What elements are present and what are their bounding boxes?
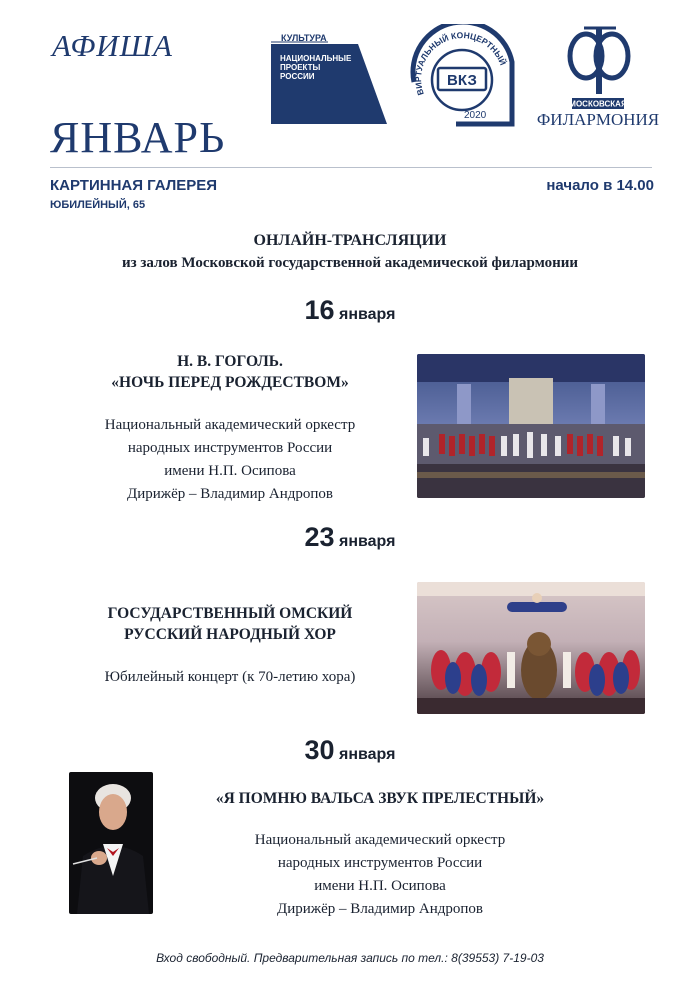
event-3-title <box>160 788 600 809</box>
np-line-3: РОССИИ <box>280 72 315 81</box>
event-1-title-line: Н. В. ГОГОЛЬ. <box>177 353 283 370</box>
event-2-title <box>60 603 400 645</box>
event-3-title-line: «Я ПОМНЮ ВАЛЬСА ЗВУК ПРЕЛЕСТНЫЙ» <box>215 790 545 807</box>
event-3-desc-line: Дирижёр – Владимир Андропов <box>277 901 483 917</box>
event-2-title-line: ГОСУДАРСТВЕННЫЙ ОМСКИЙ <box>107 605 353 622</box>
event-1-description <box>60 414 400 506</box>
event-3-date <box>0 735 700 766</box>
np-top-label: КУЛЬТУРА <box>281 33 327 43</box>
event-2-date <box>0 522 700 553</box>
event-1-desc-line: народных инструментов России <box>127 440 333 456</box>
event-3-conductor-photo <box>69 772 153 914</box>
national-projects-logo <box>268 28 390 126</box>
event-1-title <box>60 351 400 393</box>
vkz-year: 2020 <box>464 110 487 121</box>
event-1-desc-line: Дирижёр – Владимир Андропов <box>127 486 333 502</box>
venue-address: ЮБИЛЕЙНЫЙ, 65 <box>50 199 146 211</box>
event-1-orchestra-photo <box>417 354 645 498</box>
afisha-title: АФИША <box>52 28 173 63</box>
event-2-month: января <box>339 533 396 550</box>
month-title: ЯНВАРЬ <box>50 113 226 162</box>
np-line-1: НАЦИОНАЛЬНЫЕ <box>280 54 352 63</box>
start-time: начало в 14.00 <box>546 177 654 194</box>
event-2-day: 23 <box>304 522 335 552</box>
online-title: ОНЛАЙН-ТРАНСЛЯЦИИ <box>253 232 447 249</box>
svg-text:ВКЗ: ВКЗ <box>447 72 477 89</box>
event-1-date <box>0 295 700 326</box>
np-line-2: ПРОЕКТЫ <box>280 63 321 72</box>
event-3-desc-line: народных инструментов России <box>277 855 483 871</box>
virtual-concert-hall-logo <box>404 24 522 128</box>
event-1-month: января <box>339 306 396 323</box>
header-divider <box>50 167 652 168</box>
event-3-day: 30 <box>304 735 335 765</box>
event-1-day: 16 <box>304 295 335 325</box>
event-3-description <box>160 829 600 921</box>
moscow-philharmonic-logo <box>534 22 660 130</box>
event-1-title-line: «НОЧЬ ПЕРЕД РОЖДЕСТВОМ» <box>111 374 349 391</box>
event-1-desc-line: имени Н.П. Осипова <box>164 463 296 479</box>
event-2-description <box>60 666 400 689</box>
online-subtitle: из залов Московской государственной академической филармонии <box>121 255 579 271</box>
event-3-month: января <box>339 746 396 763</box>
event-1-desc-line: Национальный академический оркестр <box>104 417 356 433</box>
phil-top-label: МОСКОВСКАЯ <box>569 99 627 109</box>
event-2-choir-photo <box>417 582 645 714</box>
event-2-desc-line: Юбилейный концерт (к 70-летию хора) <box>104 669 356 685</box>
phil-name: ФИЛАРМОНИЯ <box>536 110 660 129</box>
venue-name: КАРТИННАЯ ГАЛЕРЕЯ <box>50 177 218 194</box>
event-2-title-line: РУССКИЙ НАРОДНЫЙ ХОР <box>124 626 336 643</box>
event-3-desc-line: имени Н.П. Осипова <box>314 878 446 894</box>
footer-note: Вход свободный. Предварительная запись по тел.: 8(39553) 7-19-03 <box>156 951 544 965</box>
vkz-ring-text: ВИРТУАЛЬНЫЙ КОНЦЕРТНЫЙ <box>413 30 509 97</box>
event-3-desc-line: Национальный академический оркестр <box>254 832 506 848</box>
